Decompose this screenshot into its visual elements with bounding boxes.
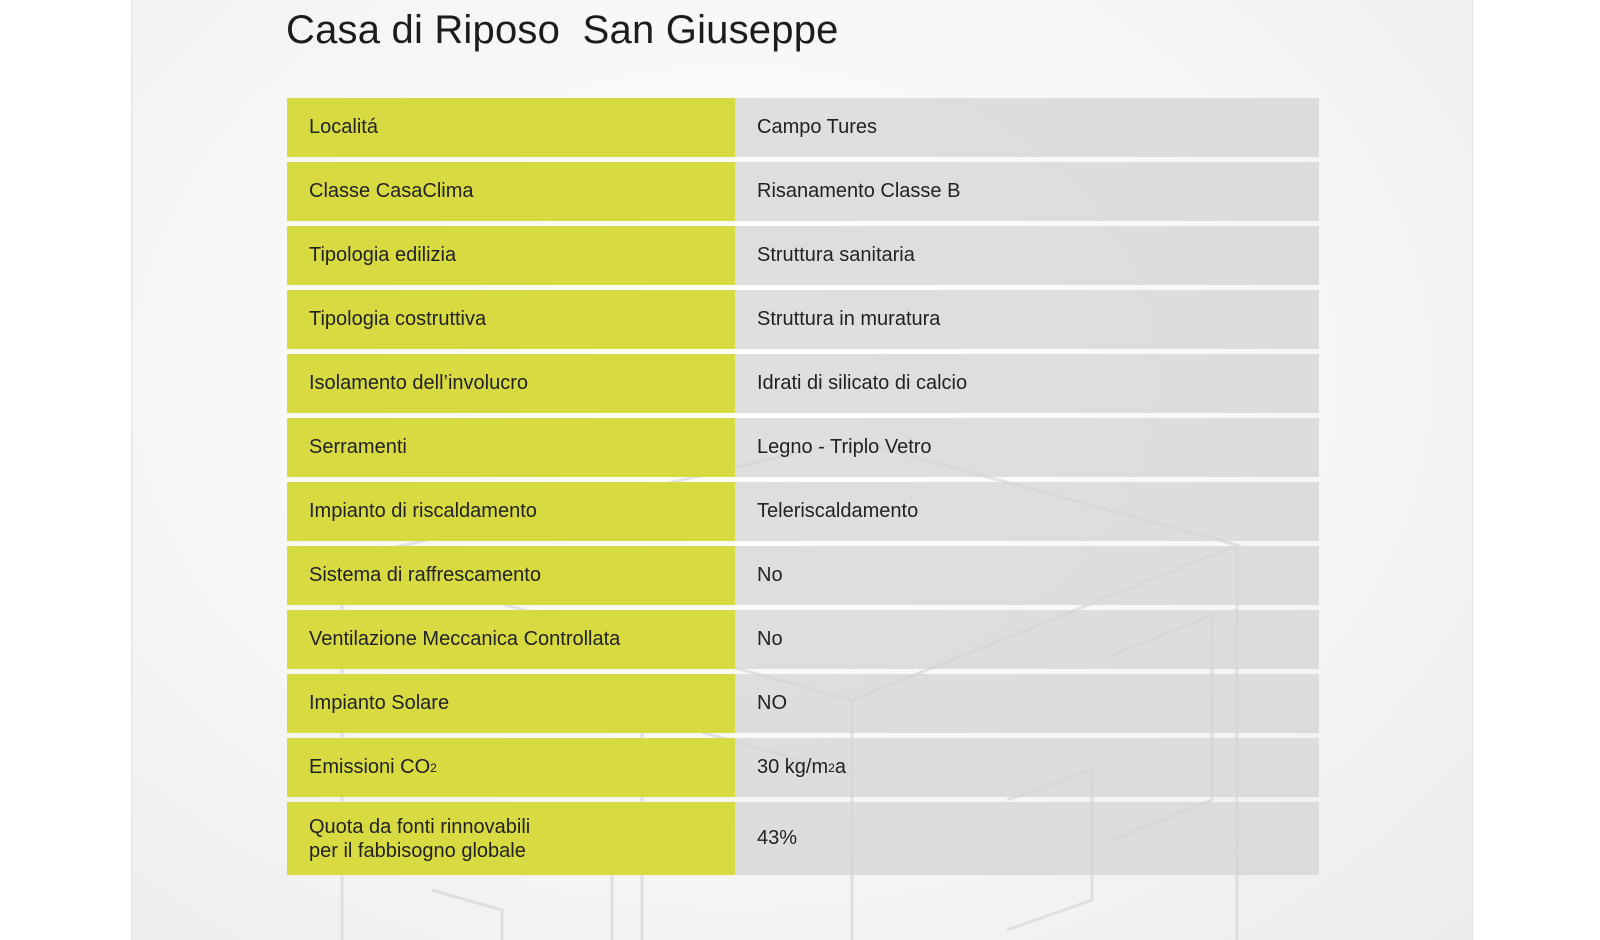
row-value: No <box>735 546 1319 605</box>
row-label <box>287 802 735 875</box>
row-label-subscript: 2 <box>430 760 437 775</box>
row-value: Risanamento Classe B <box>735 162 1319 221</box>
row-label: Isolamento dell’involucro <box>287 354 735 413</box>
row-value: Teleriscaldamento <box>735 482 1319 541</box>
table-row <box>287 738 1319 797</box>
row-label: Tipologia edilizia <box>287 226 735 285</box>
row-value-suffix: a <box>834 756 846 778</box>
row-label-main: Emissioni CO <box>309 756 431 778</box>
table-row <box>287 162 1319 221</box>
property-table <box>287 98 1319 880</box>
row-value-superscript: 2 <box>828 760 835 775</box>
row-label: Classe CasaClima <box>287 162 735 221</box>
row-value: No <box>735 610 1319 669</box>
row-label-line-1: Quota da fonti rinnovabili <box>309 815 531 838</box>
row-value: Legno - Triplo Vetro <box>735 418 1319 477</box>
table-row <box>287 546 1319 605</box>
table-row <box>287 802 1319 875</box>
page-title: Casa di Riposo San Giuseppe <box>286 8 839 52</box>
table-row <box>287 610 1319 669</box>
table-row <box>287 226 1319 285</box>
row-label-line-2: per il fabbisogno globale <box>309 839 526 862</box>
row-value: NO <box>735 674 1319 733</box>
row-value: 43% <box>735 802 1319 875</box>
table-row <box>287 98 1319 157</box>
table-row <box>287 418 1319 477</box>
row-value: Struttura in muratura <box>735 290 1319 349</box>
content-card <box>131 0 1473 940</box>
table-row <box>287 354 1319 413</box>
row-label: Ventilazione Meccanica Controllata <box>287 610 735 669</box>
row-label: Impianto di riscaldamento <box>287 482 735 541</box>
row-label <box>287 738 735 797</box>
table-row <box>287 482 1319 541</box>
table-row <box>287 290 1319 349</box>
row-label: Tipologia costruttiva <box>287 290 735 349</box>
row-value: Struttura sanitaria <box>735 226 1319 285</box>
table-row <box>287 674 1319 733</box>
row-value: Campo Tures <box>735 98 1319 157</box>
row-label: Localitá <box>287 98 735 157</box>
row-value <box>735 738 1319 797</box>
row-value: Idrati di silicato di calcio <box>735 354 1319 413</box>
row-label: Serramenti <box>287 418 735 477</box>
row-value-main: 30 kg/m <box>757 756 829 778</box>
row-label: Impianto Solare <box>287 674 735 733</box>
row-label: Sistema di raffrescamento <box>287 546 735 605</box>
